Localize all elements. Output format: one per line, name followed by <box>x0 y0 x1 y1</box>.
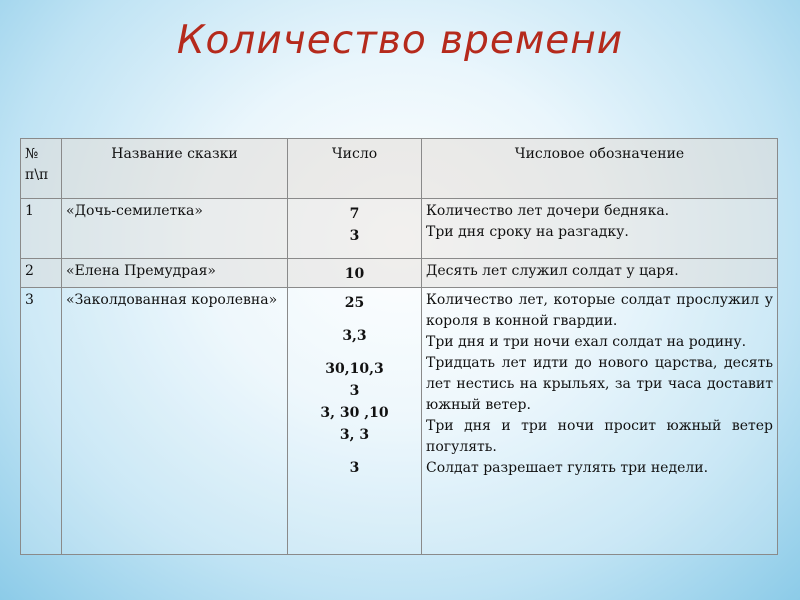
description-cell <box>422 288 778 555</box>
header-tale-name: Название сказки <box>62 139 288 199</box>
table-header-row <box>21 139 778 199</box>
number-value: 3 <box>349 460 360 476</box>
fairy-tale-time-table <box>20 138 778 555</box>
row-index: 3 <box>21 288 62 555</box>
number-cell <box>288 199 422 259</box>
number-value: 3,3 <box>342 328 367 344</box>
row-index: 1 <box>21 199 62 259</box>
number-value: 3, 30 ,10 <box>320 405 389 421</box>
row-index: 2 <box>21 259 62 288</box>
number-value: 10 <box>344 266 365 282</box>
description-line: Десять лет служил солдат у царя. <box>426 263 679 279</box>
description-line: Тридцать лет идти до нового царства, десять лет нестись на крыльях, за три часа доставит южный ветер. <box>426 355 773 413</box>
description-line: Количество лет дочери бедняка. <box>426 203 670 219</box>
table-row <box>21 288 778 555</box>
description-line: Три дня и три ночи ехал солдат на родину. <box>426 334 747 350</box>
description-cell <box>422 259 778 288</box>
description-cell <box>422 199 778 259</box>
table-row <box>21 199 778 259</box>
tale-name: «Заколдованная королевна» <box>62 288 288 555</box>
description-line: Три дня и три ночи просит южный ветер погулять. <box>426 418 773 455</box>
description-line: Солдат разрешает гулять три недели. <box>426 460 709 476</box>
tale-name: «Елена Премудрая» <box>62 259 288 288</box>
header-numeric-meaning: Числовое обозначение <box>422 139 778 199</box>
number-cell <box>288 288 422 555</box>
number-value: 3 <box>349 383 360 399</box>
tale-name: «Дочь-семилетка» <box>62 199 288 259</box>
number-value: 3 <box>349 228 360 244</box>
number-value: 3, 3 <box>339 427 370 443</box>
number-value: 7 <box>349 206 360 222</box>
page-title: Количество времени <box>176 18 624 63</box>
table-row <box>21 259 778 288</box>
description-line: Количество лет, которые солдат прослужил у короля в конной гвардии. <box>426 292 773 329</box>
header-number: Число <box>288 139 422 199</box>
description-line: Три дня сроку на разгадку. <box>426 224 629 240</box>
number-value: 30,10,3 <box>325 361 384 377</box>
number-cell <box>288 259 422 288</box>
number-value: 25 <box>344 295 365 311</box>
header-index: № п\п <box>21 139 62 199</box>
